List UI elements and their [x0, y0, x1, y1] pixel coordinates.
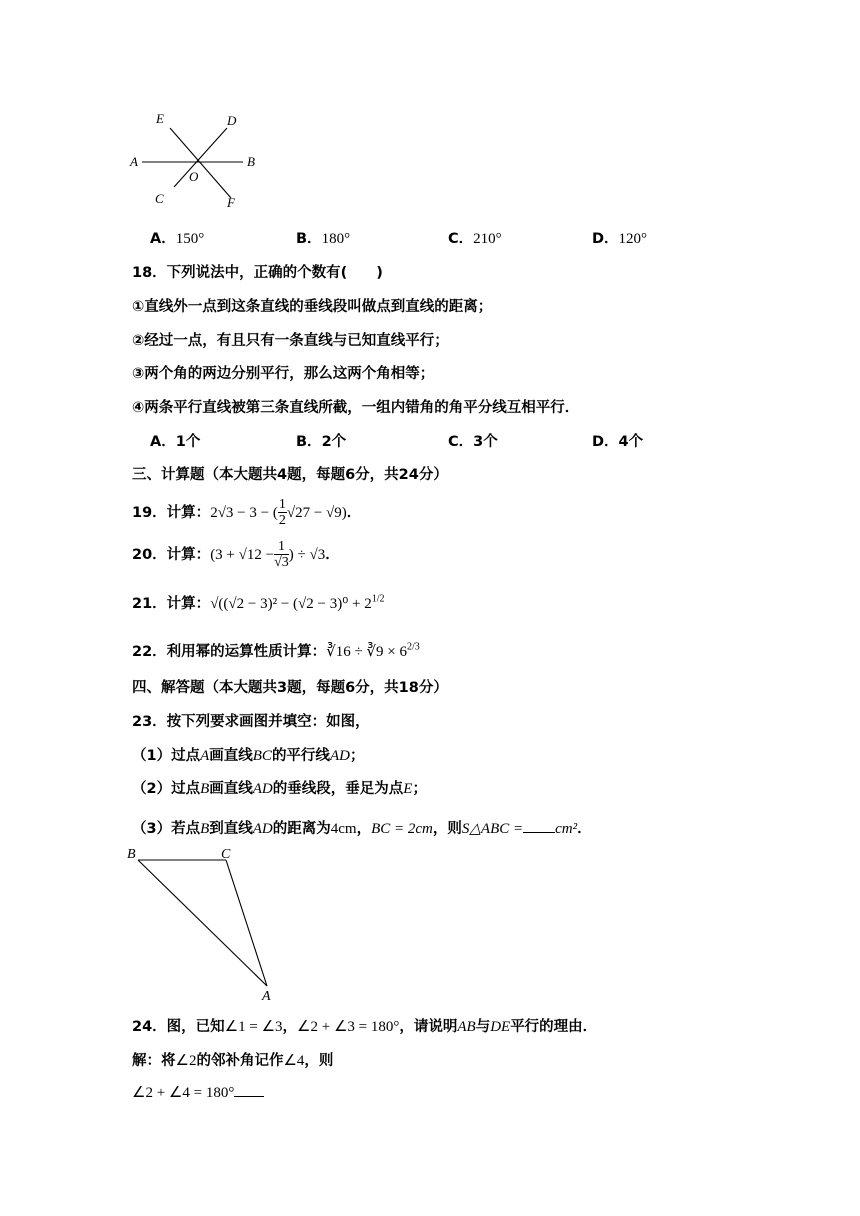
- q24-stem: 24．图，已知∠1 = ∠3，∠2 + ∠3 = 180°，请说明AB与DE平行的理由．: [132, 1019, 598, 1035]
- q17-option-a: A．150°: [150, 231, 205, 247]
- label-a: A: [262, 989, 271, 1004]
- q20-fraction: $\frac{1}{√3}$: [274, 539, 289, 570]
- side-ba: [138, 860, 267, 986]
- q23-stem: 23．按下列要求画图并填空：如图，: [132, 714, 370, 730]
- q22: 22．利用幂的运算性质计算：∛16 ÷ ∛9 × $6^{2/3}$: [132, 641, 420, 660]
- q24-solution-line1: 解：将∠2的邻补角记作∠4，则: [132, 1053, 334, 1069]
- q19-fraction: $\frac{1}{2}$: [278, 497, 286, 528]
- label-c: C: [221, 847, 231, 862]
- q18-statement-1: ①直线外一点到这条直线的垂线段叫做点到直线的距离；: [132, 299, 493, 315]
- q17-option-c: C．210°: [448, 231, 502, 247]
- label-o: O: [189, 169, 199, 184]
- q18-option-a: A．1个: [150, 434, 201, 450]
- q19: 19．计算：2√3 − 3 − ( $\frac{1}{2}$ √27 − √9)．: [132, 497, 362, 528]
- q21: 21．计算：$√((√2 - 3)^2 - (√2 - 3)^0 + 2^{1/2}$: [132, 593, 385, 612]
- q17-angle-figure: [125, 108, 265, 212]
- q20: 20．计算：(3 + √12 − $\frac{1}{√3}$ ) ÷ √3．: [132, 539, 340, 570]
- q24-reason-blank[interactable]: [234, 1082, 264, 1097]
- q18-statement-2: ②经过一点，有且只有一条直线与已知直线平行；: [132, 333, 449, 349]
- label-d: D: [227, 113, 237, 128]
- q23-part3: （3）若点B到直线AD的距离为4cm，BC = 2cm，则S△ABC = cm²．: [132, 817, 592, 838]
- line-ef: [170, 128, 231, 198]
- q23-part1: （1）过点A画直线BC的平行线AD；: [132, 748, 365, 764]
- q17-option-d: D．120°: [592, 231, 648, 247]
- line-cd: [174, 128, 227, 187]
- label-f: F: [227, 195, 235, 210]
- q23-part2: （2）过点B画直线AD的垂线段，垂足为点E；: [132, 781, 427, 797]
- label-b: B: [247, 154, 255, 169]
- label-c: C: [155, 191, 164, 206]
- q23-triangle-figure: [124, 842, 284, 1004]
- q24-solution-line2: ∠2 + ∠4 = 180°: [132, 1082, 264, 1102]
- q23-answer-blank[interactable]: [523, 818, 555, 833]
- label-e: E: [156, 111, 164, 126]
- label-a: A: [130, 154, 138, 169]
- q17-option-b: B．180°: [296, 231, 351, 247]
- section3-heading: 三、计算题（本大题共4题，每题6分，共24分）: [132, 467, 448, 483]
- q18-option-c: C．3个: [448, 434, 498, 450]
- q18-option-b: B．2个: [296, 434, 347, 450]
- label-b: B: [127, 847, 136, 862]
- q18-statement-4: ④两条平行直线被第三条直线所截，一组内错角的角平分线互相平行．: [132, 400, 580, 416]
- q18-statement-3: ③两个角的两边分别平行，那么这两个角相等；: [132, 366, 435, 382]
- section4-heading: 四、解答题（本大题共3题，每题6分，共18分）: [132, 680, 448, 696]
- side-ca: [226, 860, 267, 986]
- q18-option-d: D．4个: [592, 434, 644, 450]
- q18-stem: 18．下列说法中，正确的个数有( ): [132, 265, 383, 281]
